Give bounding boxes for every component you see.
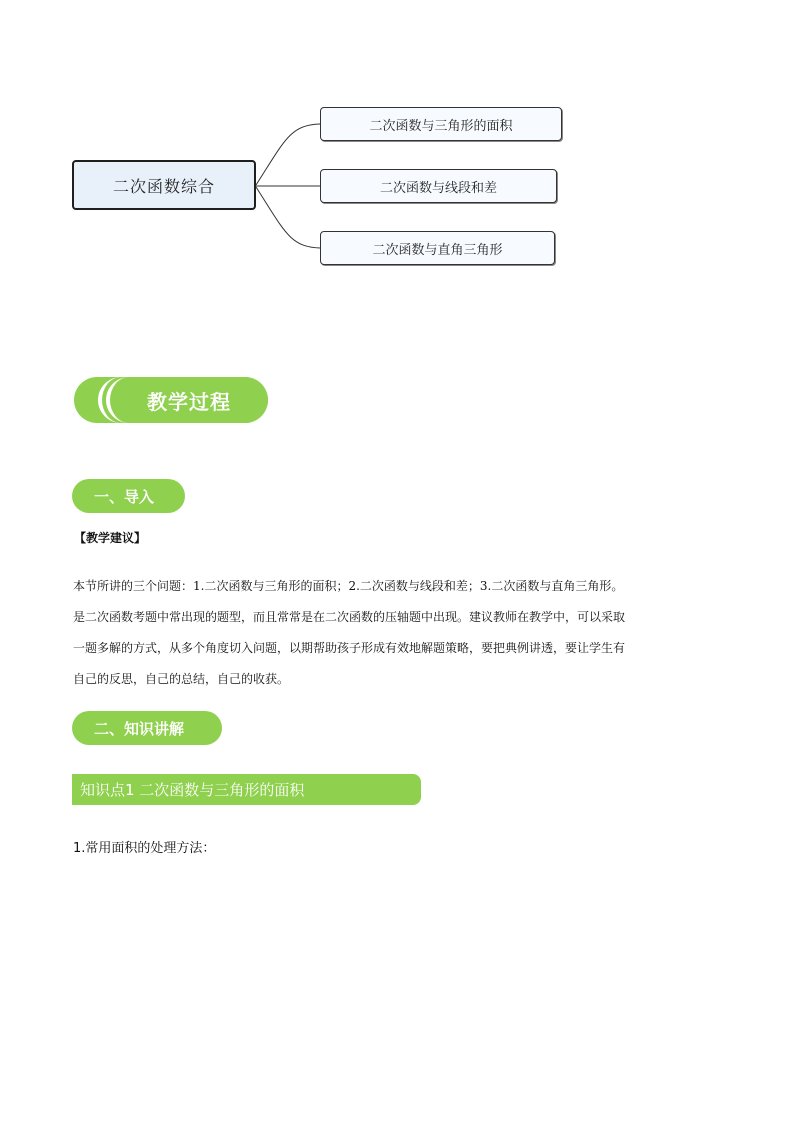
mindmap-root-node: 二次函数综合	[72, 160, 256, 210]
method-heading: 1.常用面积的处理方法：	[73, 841, 216, 856]
section-heading-knowledge: 二、知识讲解	[72, 711, 222, 745]
paragraph-line: 自己的反思，自己的总结，自己的收获。	[73, 672, 290, 686]
mindmap-node-segment-sum-diff: 二次函数与线段和差	[320, 169, 557, 203]
teaching-process-banner	[74, 377, 268, 423]
paragraph-line: 一题多解的方式，从多个角度切入问题，以期帮助孩子形成有效地解题策略，要把典例讲透，要让学生有	[73, 641, 626, 655]
mindmap-node-right-triangle: 二次函数与直角三角形	[320, 231, 555, 265]
section-heading-intro: 一、导入	[72, 479, 185, 513]
banner-title: 教学过程	[106, 377, 268, 423]
knowledge-point-heading: 知识点1 二次函数与三角形的面积	[72, 774, 421, 805]
mindmap-node-triangle-area: 二次函数与三角形的面积	[320, 107, 562, 141]
paragraph-line: 是二次函数考题中常出现的题型，而且常常是在二次函数的压轴题中出现。建议教师在教学中，可以采取	[73, 610, 626, 624]
paragraph-line: 本节所讲的三个问题：1.二次函数与三角形的面积；2.二次函数与线段和差；3.二次函数与直角三角形。	[73, 579, 624, 593]
teaching-suggestion-paragraph	[73, 571, 723, 695]
teaching-suggestion-title: 【教学建议】	[74, 531, 147, 545]
